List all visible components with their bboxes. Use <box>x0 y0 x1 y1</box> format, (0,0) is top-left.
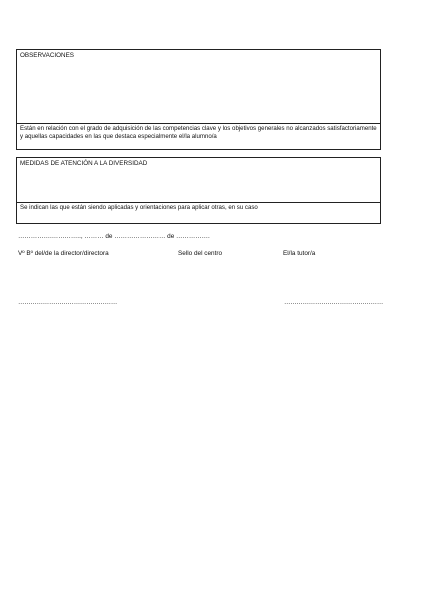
date-day-dots: ……… <box>84 233 104 240</box>
director-signature-line: ………………………………………… <box>18 299 118 306</box>
date-line: …………….………….., ……… de …………………… de ……………. <box>18 233 210 240</box>
date-place-dots: …………….………….. <box>18 233 81 240</box>
tutor-signature-line: ………………………………………… <box>284 299 384 306</box>
diversity-note: Se indican las que están siendo aplicadas y orientaciones para aplicar otras, en su caso <box>20 204 258 211</box>
observations-title: OBSERVACIONES <box>17 50 380 124</box>
date-month-dots: …………………… <box>114 233 166 240</box>
date-de-2: de <box>167 233 175 240</box>
observations-box <box>16 49 381 150</box>
observations-note: Están en relación con el grado de adquisición de las competencias clave y los objetivos generales no alcanzados satisfactoriamente y aquellas capacidades en las que destaca especialmente el/la alumno/a <box>20 125 377 140</box>
diversity-box <box>16 157 381 224</box>
tutor-signature-label: El/la tutor/a <box>283 250 316 257</box>
date-year-dots: ……………. <box>176 233 210 240</box>
school-seal-label: Sello del centro <box>178 250 223 257</box>
date-de-1: de <box>105 233 113 240</box>
director-signature-label: Vº Bº del/de la director/directora <box>18 250 109 257</box>
diversity-title: MEDIDAS DE ATENCIÓN A LA DIVERSIDAD <box>17 158 380 203</box>
